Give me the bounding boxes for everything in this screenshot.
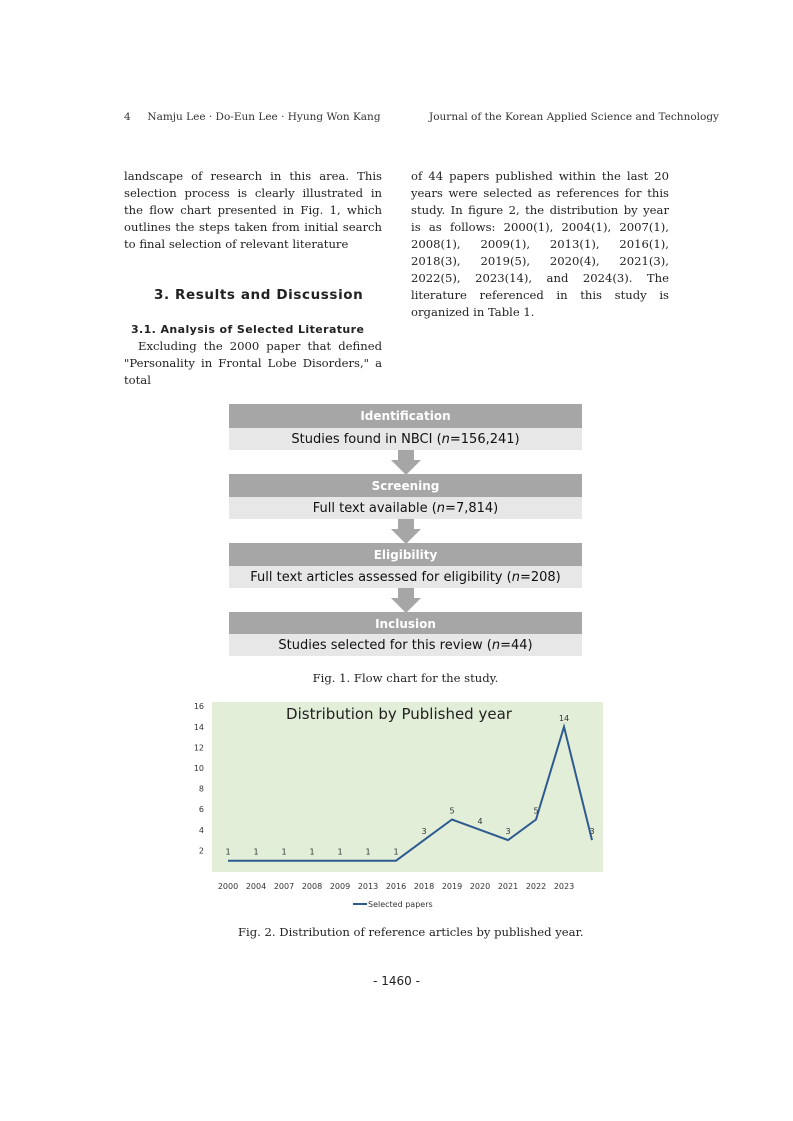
y-tick-label: 6 bbox=[198, 805, 204, 815]
flow-step-identification-header: Identification bbox=[229, 404, 582, 428]
figure-1-caption: Fig. 1. Flow chart for the study. bbox=[312, 671, 499, 685]
down-arrow-icon bbox=[391, 519, 421, 544]
data-label: 1 bbox=[225, 847, 231, 857]
x-tick-label: 2007 bbox=[273, 882, 295, 891]
data-label: 1 bbox=[309, 847, 315, 857]
x-tick-label: 2013 bbox=[357, 882, 379, 891]
flow-step-inclusion-body: Studies selected for this review ( n =44) bbox=[229, 634, 582, 656]
legend-label: Selected papers bbox=[368, 900, 433, 909]
x-tick-label: 2008 bbox=[301, 882, 323, 891]
data-label: 1 bbox=[253, 847, 259, 857]
x-tick-label: 2022 bbox=[525, 882, 547, 891]
x-tick-label: 2023 bbox=[553, 882, 575, 891]
figure-2-caption: Fig. 2. Distribution of reference articles by published year. bbox=[238, 925, 584, 939]
flow-step-inclusion-header: Inclusion bbox=[229, 612, 582, 636]
y-tick-label: 12 bbox=[193, 743, 204, 753]
flow-step-eligibility-header: Eligibility bbox=[229, 543, 582, 567]
data-label: 1 bbox=[365, 847, 371, 857]
x-tick-label: 2018 bbox=[413, 882, 435, 891]
subsection-title: 3.1. Analysis of Selected Literature bbox=[131, 323, 365, 336]
down-arrow-icon bbox=[391, 450, 421, 475]
author-list: Namju Lee · Do-Eun Lee · Hyung Won Kang bbox=[147, 111, 381, 123]
x-tick-label: 2000 bbox=[217, 882, 239, 891]
y-tick-label: 4 bbox=[198, 825, 204, 835]
x-tick-label: 2021 bbox=[497, 882, 519, 891]
data-label: 5 bbox=[533, 806, 539, 816]
data-label: 4 bbox=[477, 816, 483, 826]
data-label: 5 bbox=[449, 806, 455, 816]
x-tick-label: 2004 bbox=[245, 882, 267, 891]
y-tick-label: 8 bbox=[198, 784, 204, 794]
flow-step-screening-body: Full text available ( n =7,814) bbox=[229, 497, 582, 519]
y-tick-label: 14 bbox=[193, 722, 204, 732]
x-tick-label: 2016 bbox=[385, 882, 407, 891]
data-label: 14 bbox=[558, 713, 570, 723]
page-footer-number: - 1460 - bbox=[373, 974, 420, 988]
running-header-left bbox=[124, 111, 381, 123]
x-tick-label: 2020 bbox=[469, 882, 491, 891]
x-tick-label: 2019 bbox=[441, 882, 463, 891]
flow-step-identification-body: Studies found in NBCI ( n =156,241) bbox=[229, 428, 582, 450]
data-label: 1 bbox=[281, 847, 287, 857]
flow-step-eligibility-body: Full text articles assessed for eligibility ( n =208) bbox=[229, 566, 582, 588]
data-label: 3 bbox=[421, 827, 427, 837]
down-arrow-icon bbox=[391, 588, 421, 613]
data-label: 1 bbox=[337, 847, 343, 857]
distribution-chart bbox=[185, 695, 615, 915]
journal-name: Journal of the Korean Applied Science and Technology bbox=[429, 111, 719, 123]
y-tick-label: 2 bbox=[198, 846, 204, 856]
flow-step-screening-header: Screening bbox=[229, 474, 582, 498]
page-number: 4 bbox=[124, 111, 131, 123]
left-paragraph-2: Excluding the 2000 paper that defined "Personality in Frontal Lobe Disorders," a total bbox=[124, 339, 382, 387]
x-tick-label: 2009 bbox=[329, 882, 351, 891]
data-label: 3 bbox=[505, 827, 511, 837]
left-paragraph-1: landscape of research in this area. This selection process is clearly illustrated in the flow chart presented in Fig. 1, which outlines the steps taken from initial search to final selection of relevant literature bbox=[124, 169, 382, 251]
y-tick-label: 10 bbox=[193, 764, 204, 773]
plot-area bbox=[212, 702, 603, 872]
section-title: 3. Results and Discussion bbox=[154, 287, 364, 303]
y-tick-label: 16 bbox=[193, 702, 204, 712]
right-paragraph: of 44 papers published within the last 20 years were selected as references for this study. In figure 2, the distribution by year is as follows: 2000(1), 2004(1), 2007(1), 2008(1), 2009(1), 2013(1), 2016(1), 2018(3), 2019(5), 2020(4), 2021(3), 2022(5), 2023(14), and 2024(3). The literature referenced in this study is organized in Table 1. bbox=[411, 169, 669, 319]
data-label: 1 bbox=[393, 847, 399, 857]
data-label: 3 bbox=[589, 827, 595, 837]
chart-title: Distribution by Published year bbox=[286, 705, 512, 723]
